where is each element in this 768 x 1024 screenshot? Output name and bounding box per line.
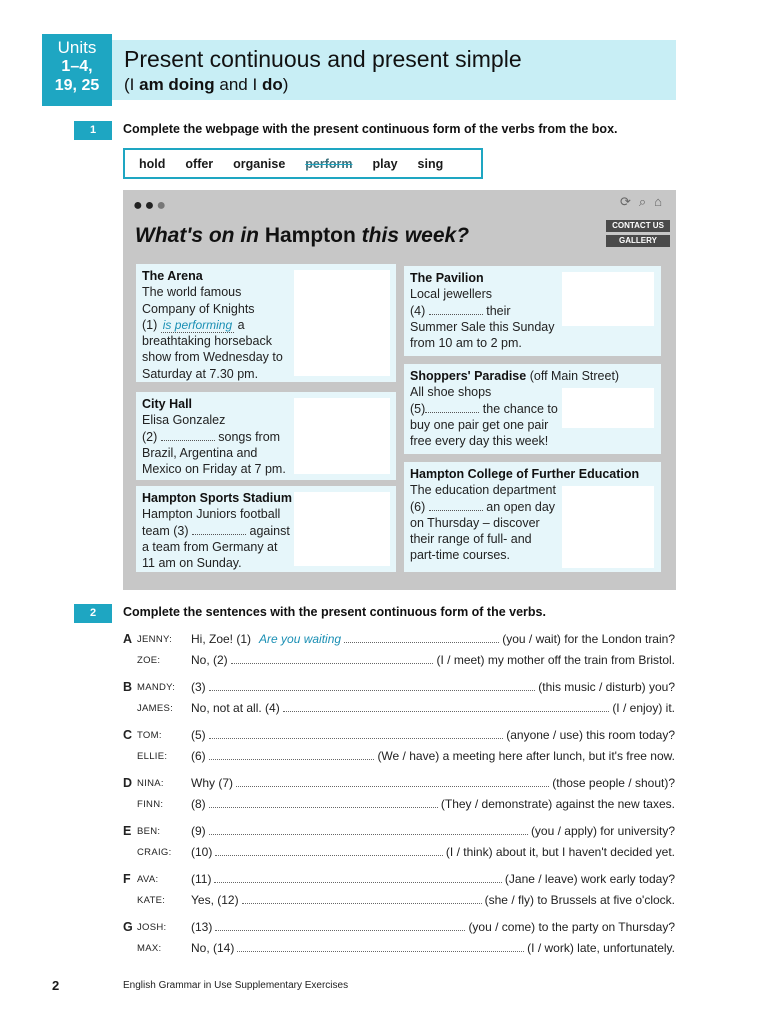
card-line: All shoe shops: [410, 385, 492, 400]
answer-blank: [429, 305, 483, 315]
answer-blank: [209, 729, 504, 739]
sentence-line: [191, 941, 675, 955]
sentence-row: [123, 653, 675, 671]
answer-blank: [236, 777, 549, 787]
units-label: Units: [57, 38, 97, 57]
item-letter: C: [123, 728, 133, 742]
card-line: from 10 am to 2 pm.: [410, 336, 522, 351]
card-line: Mexico on Friday at 7 pm.: [142, 462, 286, 477]
card-stadium: [136, 486, 396, 572]
card-line: team (3) against: [142, 523, 290, 538]
sentence-end: (you / apply) for university?: [530, 824, 675, 838]
sentence-row: [123, 872, 675, 890]
card-heading-row: Shoppers' Paradise (off Main Street): [410, 369, 620, 383]
sentence-end: (those people / shout)?: [552, 776, 675, 790]
sentence-row: [123, 845, 675, 863]
answer-blank: [215, 921, 465, 931]
card-heading: Hampton Sports Stadium: [142, 491, 293, 505]
card-line: (6) an open day: [410, 499, 556, 514]
sentence-line: [191, 920, 675, 934]
sentence-line: [191, 680, 675, 694]
word-item: offer: [185, 156, 214, 171]
speaker-name: AVA:: [137, 874, 159, 885]
item-letter: F: [123, 872, 131, 886]
speaker-name: JOSH:: [137, 922, 167, 933]
refresh-icon: ⟳: [619, 194, 631, 209]
speaker-name: NINA:: [137, 778, 164, 789]
page-title: Present continuous and present simple: [124, 46, 522, 72]
sentence-end: (Jane / leave) work early today?: [504, 872, 675, 886]
speaker-name: BEN:: [137, 826, 161, 837]
card-line: Brazil, Argentina and: [142, 445, 258, 460]
answer-blank: [242, 894, 482, 904]
card-city-hall: [136, 392, 396, 480]
sentence-line: [191, 776, 675, 790]
sentence-row: [123, 701, 675, 719]
image-placeholder: [562, 388, 654, 428]
sentence-line: [191, 797, 675, 811]
sentence-start: No, not at all. (4): [191, 701, 280, 715]
card-line: Local jewellers: [410, 287, 492, 302]
sentence-start: (8): [191, 797, 206, 811]
image-placeholder: [294, 398, 390, 474]
units-badge: [42, 34, 112, 106]
item-letter: A: [123, 632, 133, 646]
sentence-row: [123, 749, 675, 767]
card-line: a team from Germany at: [142, 539, 278, 554]
answer-blank: [209, 798, 438, 808]
word-item-used: perform: [305, 156, 353, 171]
speaker-name: TOM:: [137, 730, 162, 741]
sentence-row: [123, 941, 675, 959]
sentence-line: [191, 824, 675, 838]
sentence-end: (I / think) about it, but I haven't decided yet.: [445, 845, 675, 859]
sentence-row: [123, 920, 675, 938]
card-pavilion: [404, 266, 661, 356]
sentence-line: [191, 845, 675, 859]
card-line: Saturday at 7.30 pm.: [142, 366, 259, 381]
word-item: hold: [139, 156, 166, 171]
speaker-name: JENNY:: [137, 634, 173, 645]
exercise-1-instruction: Complete the webpage with the present continuous form of the verbs from the box.: [123, 122, 618, 136]
card-line: Company of Knights: [142, 301, 255, 316]
answer-blank: [192, 525, 246, 535]
card-line: Elisa Gonzalez: [142, 413, 226, 428]
sentence-line: [191, 701, 675, 715]
card-line: (1) is performing a: [142, 317, 245, 332]
item-letter: B: [123, 680, 133, 694]
card-line: on Thursday – discover: [410, 515, 540, 530]
card-line: part-time courses.: [410, 548, 511, 563]
card-line: 11 am on Sunday.: [142, 556, 242, 571]
word-item: play: [372, 156, 398, 171]
sentence-row: [123, 728, 675, 746]
answer-blank: [425, 403, 479, 413]
sentence-start: No, (14): [191, 941, 235, 955]
sentence-start: Why (7): [191, 776, 233, 790]
item-letter: E: [123, 824, 132, 838]
speaker-name: FINN:: [137, 799, 164, 810]
window-dots: ●●●: [133, 197, 168, 214]
sentence-line: [191, 653, 675, 667]
card-shoppers-paradise: [404, 364, 661, 454]
sentence-start: (9): [191, 824, 206, 838]
sentence-line: [191, 893, 675, 907]
web-title: What's on in Hampton this week?: [135, 224, 470, 247]
card-line: buy one pair get one pair: [410, 417, 549, 432]
sentence-line: [191, 749, 675, 763]
sentence-start: (5): [191, 728, 206, 742]
sentence-end: (They / demonstrate) against the new taxes.: [440, 797, 675, 811]
card-line: Hampton Juniors football: [142, 507, 281, 522]
sentence-start: (11): [191, 872, 212, 886]
speaker-name: ELLIE:: [137, 751, 168, 762]
card-line: breathtaking horseback: [142, 334, 272, 349]
image-placeholder: [562, 272, 654, 326]
home-icon: ⌂: [654, 194, 662, 209]
contact-us-button[interactable]: CONTACT US: [606, 220, 670, 232]
units-line1: 1–4,: [61, 58, 93, 75]
sentence-line: [191, 728, 675, 742]
answer-blank: [429, 501, 483, 511]
answer-blank: [161, 431, 215, 441]
sentence-end: (you / wait) for the London train?: [502, 632, 675, 646]
sentence-line: [191, 632, 675, 646]
sentence-row: [123, 776, 675, 794]
sentence-end: (she / fly) to Brussels at five o'clock.: [484, 893, 675, 907]
item-letter: D: [123, 776, 133, 790]
sentence-row: [123, 824, 675, 842]
sentence-start: Hi, Zoe! (1): [191, 632, 252, 646]
card-line: The education department: [410, 483, 556, 498]
answer-blank: [215, 846, 443, 856]
answer-blank: [214, 873, 501, 883]
page-number: 2: [52, 978, 60, 993]
book-title: English Grammar in Use Supplementary Exercises: [123, 980, 349, 991]
sentence-start: (3): [191, 680, 206, 694]
card-heading: The Arena: [142, 269, 203, 283]
webpage-mockup: [123, 190, 676, 590]
card-line: The world famous: [142, 285, 242, 300]
sentence-start: (10): [191, 845, 213, 859]
sentence-end: (I / work) late, unfortunately.: [527, 941, 675, 955]
card-heading: City Hall: [142, 397, 193, 411]
gallery-button[interactable]: GALLERY: [606, 235, 670, 247]
page-title-banner: [112, 40, 676, 100]
card-heading: The Pavilion: [410, 271, 484, 285]
answer-blank: [237, 942, 524, 952]
sentence-start: (13): [191, 920, 213, 934]
exercise-2-instruction: Complete the sentences with the present continuous form of the verbs.: [123, 605, 546, 619]
speaker-name: MANDY:: [137, 682, 176, 693]
sentence-line: [191, 872, 675, 886]
units-line2: 19, 25: [54, 77, 100, 94]
answer-blank: [231, 654, 434, 664]
speaker-name: CRAIG:: [137, 847, 172, 858]
answer-1: is performing: [162, 317, 233, 332]
speaker-name: JAMES:: [137, 703, 174, 714]
answer-blank: [283, 702, 610, 712]
card-arena: [136, 264, 396, 382]
sentence-row: [123, 632, 675, 650]
card-line: free every day this week!: [410, 434, 549, 449]
card-line: (5) the chance to: [410, 401, 558, 416]
answer-blank: [209, 750, 375, 760]
sentence-end: (I / meet) my mother off the train from Bristol.: [436, 653, 675, 667]
word-item: sing: [417, 156, 444, 171]
page-subtitle: (I am doing and I do): [124, 75, 289, 94]
speaker-name: MAX:: [137, 943, 162, 954]
image-placeholder: [294, 492, 390, 566]
exercise-1-number: 1: [74, 121, 112, 140]
sentence-end: (you / come) to the party on Thursday?: [468, 920, 675, 934]
image-placeholder: [294, 270, 390, 376]
speaker-name: ZOE:: [137, 655, 161, 666]
card-heading: Hampton College of Further Education: [410, 467, 640, 481]
exercise-2-number: 2: [74, 604, 112, 623]
card-line: their range of full- and: [410, 532, 532, 547]
sentence-row: [123, 680, 675, 698]
search-icon: ⌕: [638, 194, 647, 209]
word-box: [123, 148, 483, 179]
sentence-end: (anyone / use) this room today?: [506, 728, 675, 742]
answer-blank: [344, 633, 499, 643]
browser-toolbar: [620, 194, 662, 210]
sentence-end: (this music / disturb) you?: [538, 680, 675, 694]
answer-blank: [209, 825, 528, 835]
word-item: organise: [233, 156, 286, 171]
card-line: (2) songs from: [142, 429, 281, 444]
answer-blank: [209, 681, 536, 691]
sentence-start: Yes, (12): [191, 893, 239, 907]
sentence-start: No, (2): [191, 653, 228, 667]
image-placeholder: [562, 486, 654, 568]
card-college: [404, 462, 661, 572]
sentence-row: [123, 893, 675, 911]
handwritten-answer: Are you waiting: [259, 632, 342, 646]
sentence-end: (I / enjoy) it.: [612, 701, 675, 715]
card-line: show from Wednesday to: [142, 350, 283, 365]
card-line: (4) their: [410, 303, 511, 318]
speaker-name: KATE:: [137, 895, 166, 906]
item-letter: G: [123, 920, 133, 934]
card-line: Summer Sale this Sunday: [410, 319, 555, 334]
sentence-start: (6): [191, 749, 206, 763]
sentence-row: [123, 797, 675, 815]
sentence-end: (We / have) a meeting here after lunch, but it's free now.: [377, 749, 675, 763]
